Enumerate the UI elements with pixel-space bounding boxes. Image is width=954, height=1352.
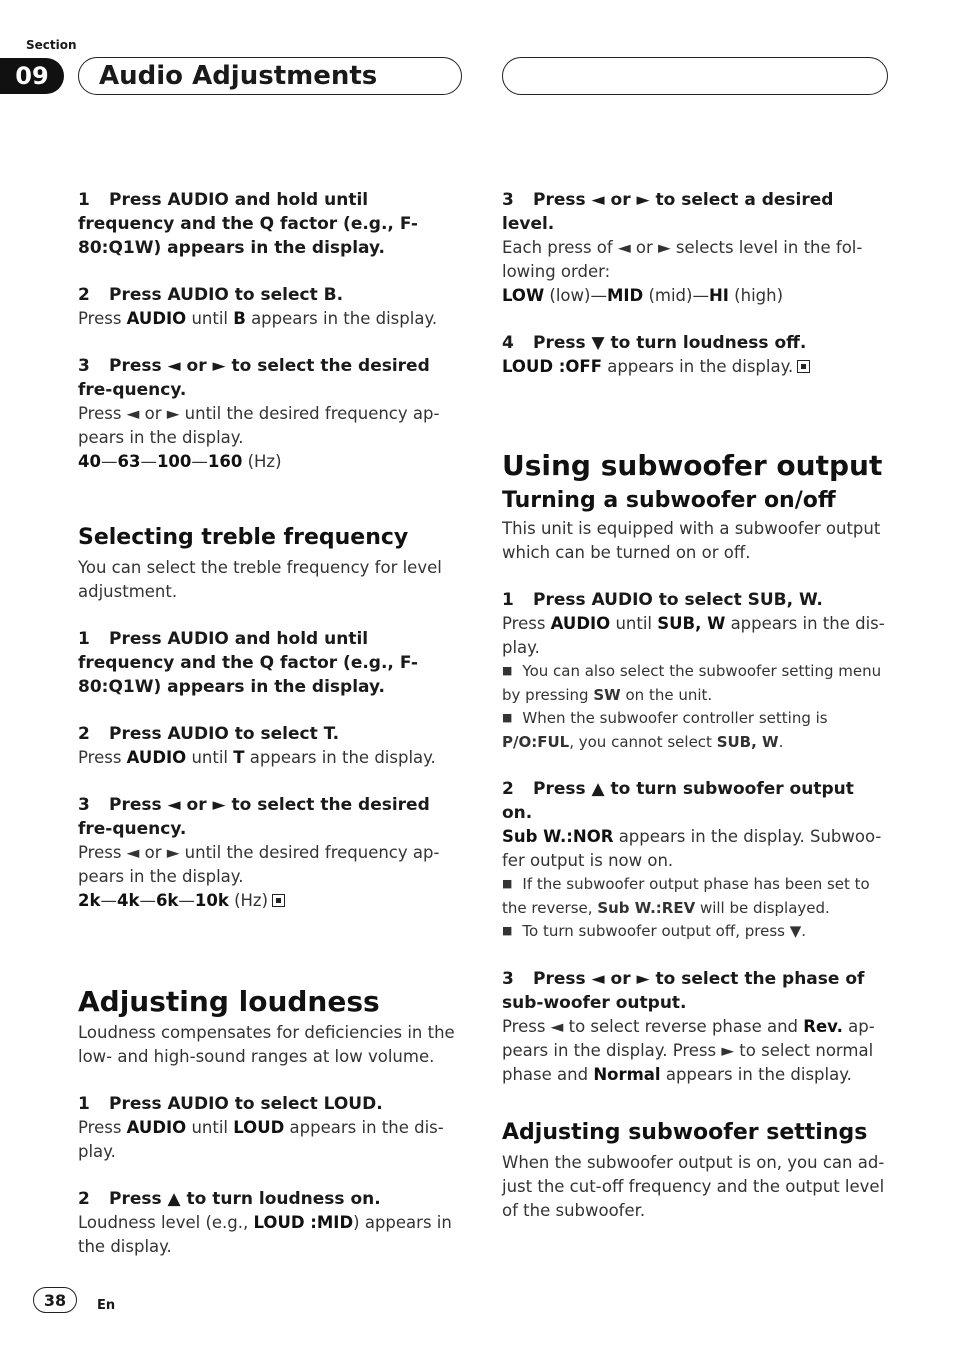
loudness-step-3: 3 Press ◄ or ► to select a desired level. [502,190,834,234]
subwoofer-settings-body: When the subwoofer output is on, you can ad-just the cut-off frequency and the output level of the subwoofer. [502,1153,885,1220]
subwoofer-step-3: 3 Press ◄ or ► to select the phase of sub-woofer output. [502,969,865,1013]
bass-frequency-list: 40—63—100—160 (Hz) [78,452,282,471]
subwoofer-settings-heading: Adjusting subwoofer settings [502,1120,868,1145]
subwoofer-step-2: 2 Press ▲ to turn subwoofer output on. [502,779,854,823]
bullet-square-icon: ■ [502,664,513,677]
subwoofer-note-3: ■ If the subwoofer output phase has been set to the reverse, Sub W.:REV will be displayed. [502,875,870,917]
subwoofer-note-1: ■ You can also select the subwoofer setting menu by pressing SW on the unit. [502,662,882,704]
bullet-square-icon: ■ [502,924,513,937]
end-mark-icon [797,360,810,373]
treble-step-3-body: Press ◄ or ► until the desired frequency ap-pears in the display. [78,843,440,886]
treble-intro: You can select the treble frequency for level adjustment. [78,558,442,601]
treble-step-1: 1 Press AUDIO and hold until frequency and the Q factor (e.g., F- 80:Q1W) appears in the display. [78,629,418,697]
treble-frequency-list: 2k—4k—6k—10k (Hz) [78,889,464,913]
loudness-step-1-body: Press AUDIO until LOUD appears in the dis-play. [78,1118,444,1161]
step-2: 2 Press AUDIO to select B. [78,285,344,305]
loudness-step-2: 2 Press ▲ to turn loudness on. [78,1189,381,1209]
left-column [78,188,464,1259]
subwoofer-step-1-body: Press AUDIO until SUB, W appears in the dis-play. [502,614,885,657]
loudness-step-1: 1 Press AUDIO to select LOUD. [78,1094,383,1114]
subwoofer-note-4: ■ To turn subwoofer output off, press ▼. [502,922,807,940]
loudness-step-3-body: Each press of ◄ or ► selects level in the fol-lowing order: [502,238,863,281]
loudness-step-4: 4 Press ▼ to turn loudness off. [502,333,807,353]
end-mark-icon [272,894,285,907]
bullet-square-icon: ■ [502,711,513,724]
loudness-heading: Adjusting loudness [78,985,380,1018]
loudness-intro: Loudness compensates for deficiencies in the low- and high-sound ranges at low volume. [78,1023,455,1066]
subwoofer-onoff-heading: Turning a subwoofer on/off [502,488,836,513]
loudness-step-2-body: Loudness level (e.g., LOUD :MID) appears in the display. [78,1213,452,1256]
step-2-body: Press AUDIO until B appears in the display. [78,309,438,328]
subwoofer-note-2: ■ When the subwoofer controller setting is P/O:FUL, you cannot select SUB, W. [502,709,828,751]
step-3-body: Press ◄ or ► until the desired frequency ap-pears in the display. [78,404,440,447]
section-label: Section [26,38,77,52]
page-number: 38 [33,1287,77,1313]
subwoofer-step-2-body: Sub W.:NOR appears in the display. Subwoo-fer output is now on. [502,827,882,870]
treble-step-3: 3 Press ◄ or ► to select the desired fre-quency. [78,795,430,839]
loudness-step-4-body: LOUD :OFF appears in the display. [502,355,888,379]
right-column [502,188,888,1223]
page-title: Audio Adjustments [78,57,462,95]
treble-step-2-body: Press AUDIO until T appears in the display. [78,748,436,767]
section-number-badge: 09 [0,58,64,94]
step-3: 3 Press ◄ or ► to select the desired fre-quency. [78,356,430,400]
loudness-level-order: LOW (low)—MID (mid)—HI (high) [502,286,784,305]
subwoofer-step-3-body: Press ◄ to select reverse phase and Rev. ap-pears in the display. Press ► to select normal phase and Normal appears in the display. [502,1017,875,1084]
header-blank-box [502,57,888,95]
treble-heading: Selecting treble frequency [78,525,409,550]
bullet-square-icon: ■ [502,877,513,890]
subwoofer-heading: Using subwoofer output [502,449,883,482]
subwoofer-step-1: 1 Press AUDIO to select SUB, W. [502,590,823,610]
language-label: En [97,1298,116,1313]
subwoofer-intro: This unit is equipped with a subwoofer output which can be turned on or off. [502,519,881,562]
treble-step-2: 2 Press AUDIO to select T. [78,724,340,744]
step-1: 1 Press AUDIO and hold until frequency and the Q factor (e.g., F- 80:Q1W) appears in the display. [78,190,418,258]
